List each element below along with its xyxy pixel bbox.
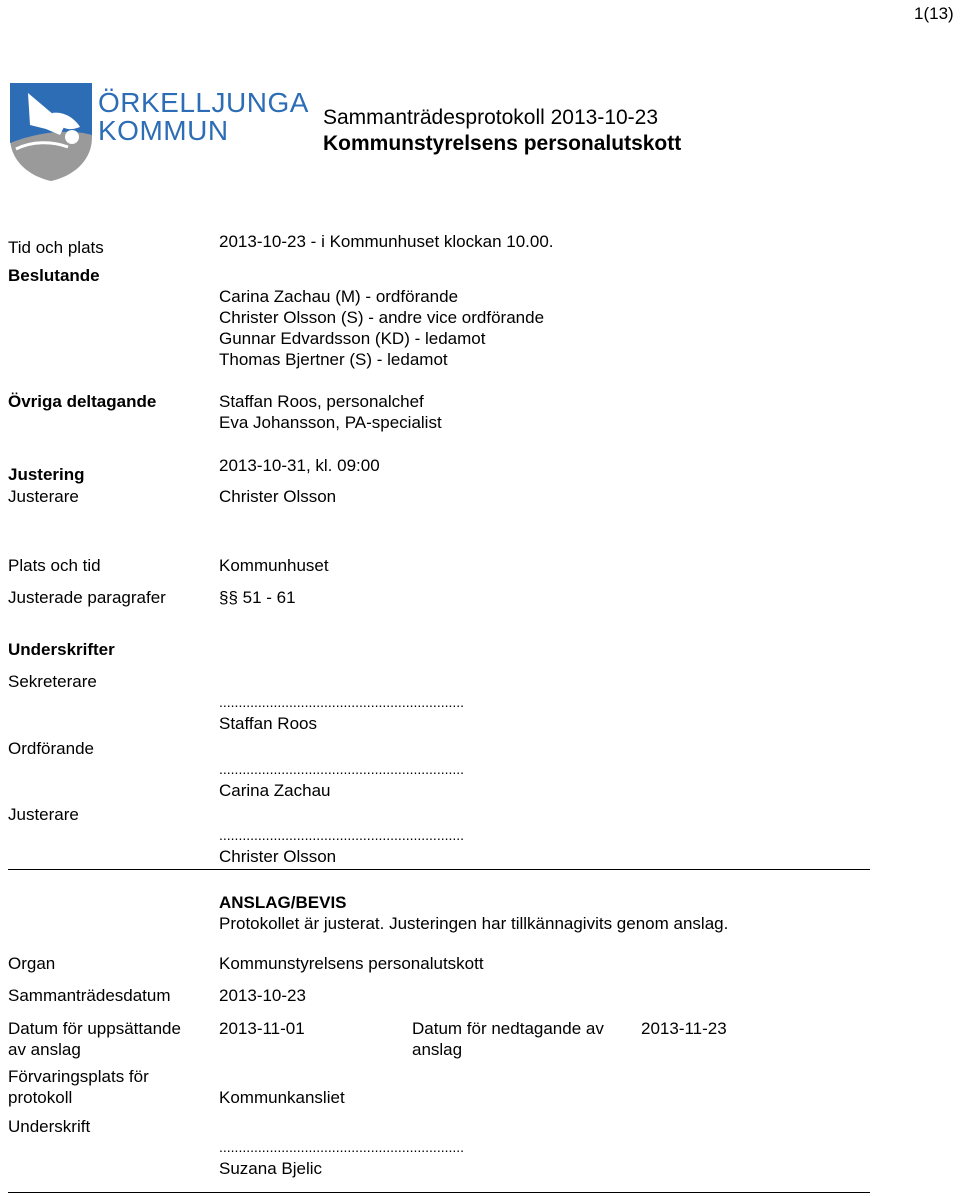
justerare-sign-name: Christer Olsson (219, 847, 337, 866)
plats-och-tid-label: Plats och tid (8, 556, 101, 575)
uppsattande-value: 2013-11-01 (219, 1019, 305, 1038)
ovriga-participant: Eva Johansson, PA-specialist (219, 413, 442, 432)
signature-line: ............................................................... (219, 827, 465, 843)
organ-value: Kommunstyrelsens personalutskott (219, 954, 484, 973)
signature-line: ............................................................... (219, 761, 465, 777)
underskrifter-heading: Underskrifter (8, 640, 115, 659)
justerare-value: Christer Olsson (219, 487, 337, 506)
beslutande-member: Carina Zachau (M) - ordförande (219, 287, 459, 306)
forvaringsplats-value: Kommunkansliet (219, 1088, 345, 1107)
ovriga-participant: Staffan Roos, personalchef (219, 392, 424, 411)
justering-label: Justering (8, 465, 85, 484)
logo-text-line1: ÖRKELLJUNGA (98, 87, 309, 118)
beslutande-member: Gunnar Edvardsson (KD) - ledamot (219, 329, 486, 348)
sekreterare-label: Sekreterare (8, 672, 97, 691)
page-number: 1(13) (914, 4, 954, 23)
section-divider (8, 869, 870, 870)
nedtagande-label-cont: anslag (412, 1040, 463, 1059)
tid-och-plats-value: 2013-10-23 - i Kommunhuset klockan 10.00. (219, 232, 554, 251)
ordforande-name: Carina Zachau (219, 781, 331, 800)
sekreterare-name: Staffan Roos (219, 714, 317, 733)
anslag-text: Protokollet är justerat. Justeringen har tillkännagivits genom anslag. (219, 914, 729, 933)
nedtagande-label: Datum för nedtagande av (412, 1019, 604, 1038)
beslutande-member: Thomas Bjertner (S) - ledamot (219, 350, 448, 369)
plats-och-tid-value: Kommunhuset (219, 556, 329, 575)
forvaringsplats-label-cont: protokoll (8, 1088, 73, 1107)
forvaringsplats-label: Förvaringsplats för (8, 1067, 149, 1086)
underskrift-name: Suzana Bjelic (219, 1159, 323, 1178)
uppsattande-label-cont: av anslag (8, 1040, 81, 1059)
ovriga-deltagande-label: Övriga deltagande (8, 392, 157, 411)
justerare-sign-label: Justerare (8, 805, 79, 824)
ordforande-label: Ordförande (8, 739, 94, 758)
underskrift-label: Underskrift (8, 1117, 91, 1136)
document-subtitle: Kommunstyrelsens personalutskott (323, 132, 682, 155)
document-title: Sammanträdesprotokoll 2013-10-23 (323, 106, 659, 129)
organ-label: Organ (8, 954, 56, 973)
anslag-heading: ANSLAG/BEVIS (219, 893, 347, 912)
logo-text-line2: KOMMUN (98, 115, 229, 146)
beslutande-member: Christer Olsson (S) - andre vice ordförande (219, 308, 545, 327)
justerare-label: Justerare (8, 487, 79, 506)
sammantradesdatum-label: Sammanträdesdatum (8, 986, 171, 1005)
signature-line: ............................................................... (219, 694, 465, 710)
justering-value: 2013-10-31, kl. 09:00 (219, 456, 380, 475)
nedtagande-value: 2013-11-23 (641, 1019, 727, 1038)
coat-of-arms-icon (10, 83, 92, 181)
signature-line: ............................................................... (219, 1139, 465, 1155)
beslutande-label: Beslutande (8, 266, 100, 285)
sammantradesdatum-value: 2013-10-23 (219, 986, 306, 1005)
bottom-divider (8, 1192, 870, 1193)
uppsattande-label: Datum för uppsättande (8, 1019, 181, 1038)
justerade-paragrafer-value: §§ 51 - 61 (219, 588, 296, 607)
tid-och-plats-label: Tid och plats (8, 238, 104, 257)
justerade-paragrafer-label: Justerade paragrafer (8, 588, 166, 607)
